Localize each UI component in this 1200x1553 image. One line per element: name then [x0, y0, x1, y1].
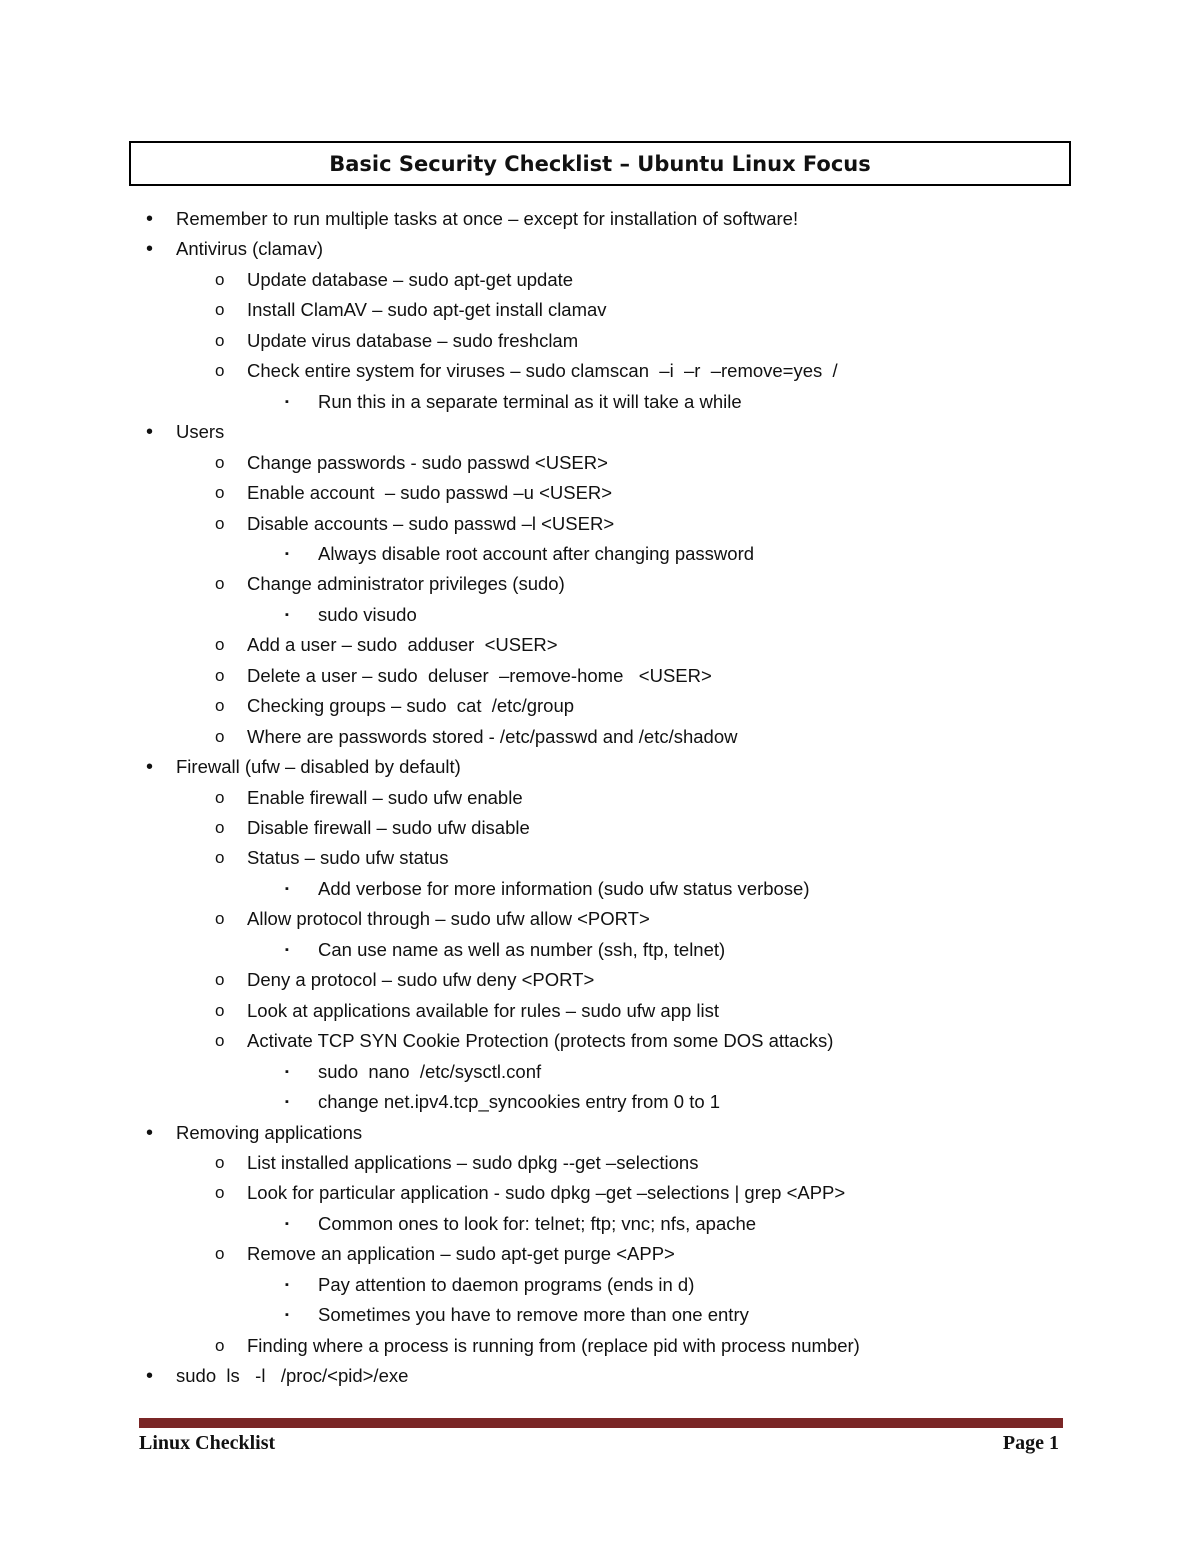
list-item-text: Update database – sudo apt-get update	[247, 269, 574, 290]
list-item-text: sudo ls -l /proc/<pid>/exe	[176, 1365, 409, 1386]
bullet-icon: o	[215, 696, 225, 715]
list-item-text: Activate TCP SYN Cookie Protection (protects from some DOS attacks)	[247, 1030, 834, 1051]
list-item-text: Firewall (ufw – disabled by default)	[176, 756, 461, 777]
list-item-text: Removing applications	[176, 1122, 363, 1143]
bullet-icon: o	[215, 483, 225, 502]
list-item-text: Sometimes you have to remove more than one entry	[318, 1304, 749, 1325]
list-item-text: Pay attention to daemon programs (ends in d)	[318, 1274, 695, 1295]
list-item	[285, 387, 742, 417]
list-item	[285, 1057, 542, 1087]
list-item-text: List installed applications – sudo dpkg --get –selections	[247, 1152, 699, 1173]
bullet-icon: o	[215, 574, 225, 593]
bullet-icon: o	[215, 514, 225, 533]
list-item	[146, 752, 461, 782]
bullet-icon: o	[215, 727, 225, 746]
list-item-text: Delete a user – sudo deluser –remove-home <USER>	[247, 665, 712, 686]
list-item-text: Add verbose for more information (sudo ufw status verbose)	[318, 878, 810, 899]
list-item-text: Checking groups – sudo cat /etc/group	[247, 695, 575, 716]
list-item	[146, 234, 323, 264]
list-item	[215, 569, 565, 599]
list-item	[285, 600, 417, 630]
list-item	[146, 417, 225, 447]
bullet-icon: o	[215, 300, 225, 319]
list-item-text: Allow protocol through – sudo ufw allow <PORT>	[247, 908, 650, 929]
bullet-icon: •	[146, 421, 154, 443]
list-item	[215, 630, 558, 660]
bullet-icon: ▪	[285, 1096, 289, 1108]
list-item-text: Change passwords - sudo passwd <USER>	[247, 452, 608, 473]
list-item	[215, 1026, 834, 1056]
footer-page-number: Page 1	[1002, 1432, 1059, 1454]
list-item	[215, 509, 615, 539]
bullet-icon: o	[215, 361, 225, 380]
list-item-text: Enable firewall – sudo ufw enable	[247, 787, 523, 808]
bullet-icon: ▪	[285, 944, 289, 956]
bullet-icon: •	[146, 1122, 154, 1144]
list-item	[215, 448, 608, 478]
list-item	[146, 1361, 409, 1391]
bullet-icon: ▪	[285, 1218, 289, 1230]
list-item	[215, 813, 530, 843]
bullet-icon: ▪	[285, 1309, 289, 1321]
list-item	[215, 904, 650, 934]
list-item	[215, 1178, 846, 1208]
list-item	[215, 295, 607, 325]
bullet-icon: ▪	[285, 548, 289, 560]
list-item	[285, 1087, 721, 1117]
list-item-text: Disable firewall – sudo ufw disable	[247, 817, 530, 838]
list-item	[285, 539, 755, 569]
bullet-icon: o	[215, 818, 225, 837]
bullet-icon: o	[215, 666, 225, 685]
list-item-text: Where are passwords stored - /etc/passwd and /etc/shadow	[247, 726, 738, 747]
list-item-text: Look at applications available for rules – sudo ufw app list	[247, 1000, 720, 1021]
list-item-text: Antivirus (clamav)	[176, 238, 323, 259]
bullet-icon: ▪	[285, 1279, 289, 1291]
list-item	[215, 1148, 699, 1178]
list-item-text: Deny a protocol – sudo ufw deny <PORT>	[247, 969, 595, 990]
list-item-text: Status – sudo ufw status	[247, 847, 449, 868]
list-item-text: Can use name as well as number (ssh, ftp, telnet)	[318, 939, 726, 960]
list-item-text: Common ones to look for: telnet; ftp; vnc; nfs, apache	[318, 1213, 757, 1234]
list-item	[215, 478, 613, 508]
bullet-icon: o	[215, 1001, 225, 1020]
bullet-icon: o	[215, 970, 225, 989]
list-item	[215, 356, 838, 386]
list-item	[215, 965, 595, 995]
bullet-icon: ▪	[285, 396, 289, 408]
list-item	[215, 996, 720, 1026]
list-item-text: Run this in a separate terminal as it will take a while	[318, 391, 742, 412]
list-item	[215, 326, 579, 356]
list-item-text: Add a user – sudo adduser <USER>	[247, 634, 558, 655]
list-item-text: Disable accounts – sudo passwd –l <USER>	[247, 513, 615, 534]
list-item	[285, 1209, 757, 1239]
bullet-icon: o	[215, 1183, 225, 1202]
list-item-text: Remove an application – sudo apt-get purge <APP>	[247, 1243, 675, 1264]
list-item-text: Finding where a process is running from (replace pid with process number)	[247, 1335, 860, 1356]
list-item	[215, 1331, 860, 1361]
bullet-icon: •	[146, 238, 154, 260]
list-item	[215, 661, 712, 691]
bullet-icon: ▪	[285, 609, 289, 621]
bullet-icon: o	[215, 453, 225, 472]
bullet-icon: o	[215, 788, 225, 807]
bullet-icon: •	[146, 208, 154, 230]
list-item-text: Check entire system for viruses – sudo clamscan –i –r –remove=yes /	[247, 360, 838, 381]
bullet-icon: ▪	[285, 1066, 289, 1078]
footer-document-name: Linux Checklist	[139, 1432, 276, 1454]
list-item-text: Users	[176, 421, 225, 442]
list-item-text: Change administrator privileges (sudo)	[247, 573, 565, 594]
list-item-text: Enable account – sudo passwd –u <USER>	[247, 482, 613, 503]
list-item	[215, 265, 574, 295]
list-item	[146, 1118, 363, 1148]
list-item	[215, 843, 449, 873]
list-item	[215, 691, 575, 721]
list-item-text: Update virus database – sudo freshclam	[247, 330, 579, 351]
list-item	[285, 1300, 749, 1330]
bullet-icon: o	[215, 635, 225, 654]
bullet-icon: o	[215, 1153, 225, 1172]
bullet-icon: ▪	[285, 883, 289, 895]
list-item-text: Remember to run multiple tasks at once – except for installation of software!	[176, 208, 799, 229]
footer-divider	[139, 1418, 1063, 1428]
bullet-icon: o	[215, 1336, 225, 1355]
bullet-icon: o	[215, 1031, 225, 1050]
list-item-text: change net.ipv4.tcp_syncookies entry from 0 to 1	[318, 1091, 721, 1112]
bullet-icon: o	[215, 848, 225, 867]
page-title: Basic Security Checklist – Ubuntu Linux Focus	[129, 141, 1071, 186]
list-item	[215, 722, 738, 752]
list-item-text: Look for particular application - sudo dpkg –get –selections | grep <APP>	[247, 1182, 846, 1203]
bullet-icon: o	[215, 270, 225, 289]
list-item-text: Always disable root account after changing password	[318, 543, 755, 564]
bullet-icon: o	[215, 1244, 225, 1263]
list-item	[285, 935, 726, 965]
bullet-icon: o	[215, 909, 225, 928]
list-item	[285, 1270, 695, 1300]
list-item	[146, 204, 799, 234]
list-item	[285, 874, 810, 904]
bullet-icon: •	[146, 756, 154, 778]
list-item	[215, 783, 523, 813]
bullet-icon: o	[215, 331, 225, 350]
list-item-text: sudo visudo	[318, 604, 417, 625]
list-item	[215, 1239, 675, 1269]
bullet-icon: •	[146, 1365, 154, 1387]
list-item-text: sudo nano /etc/sysctl.conf	[318, 1061, 542, 1082]
list-item-text: Install ClamAV – sudo apt-get install clamav	[247, 299, 607, 320]
